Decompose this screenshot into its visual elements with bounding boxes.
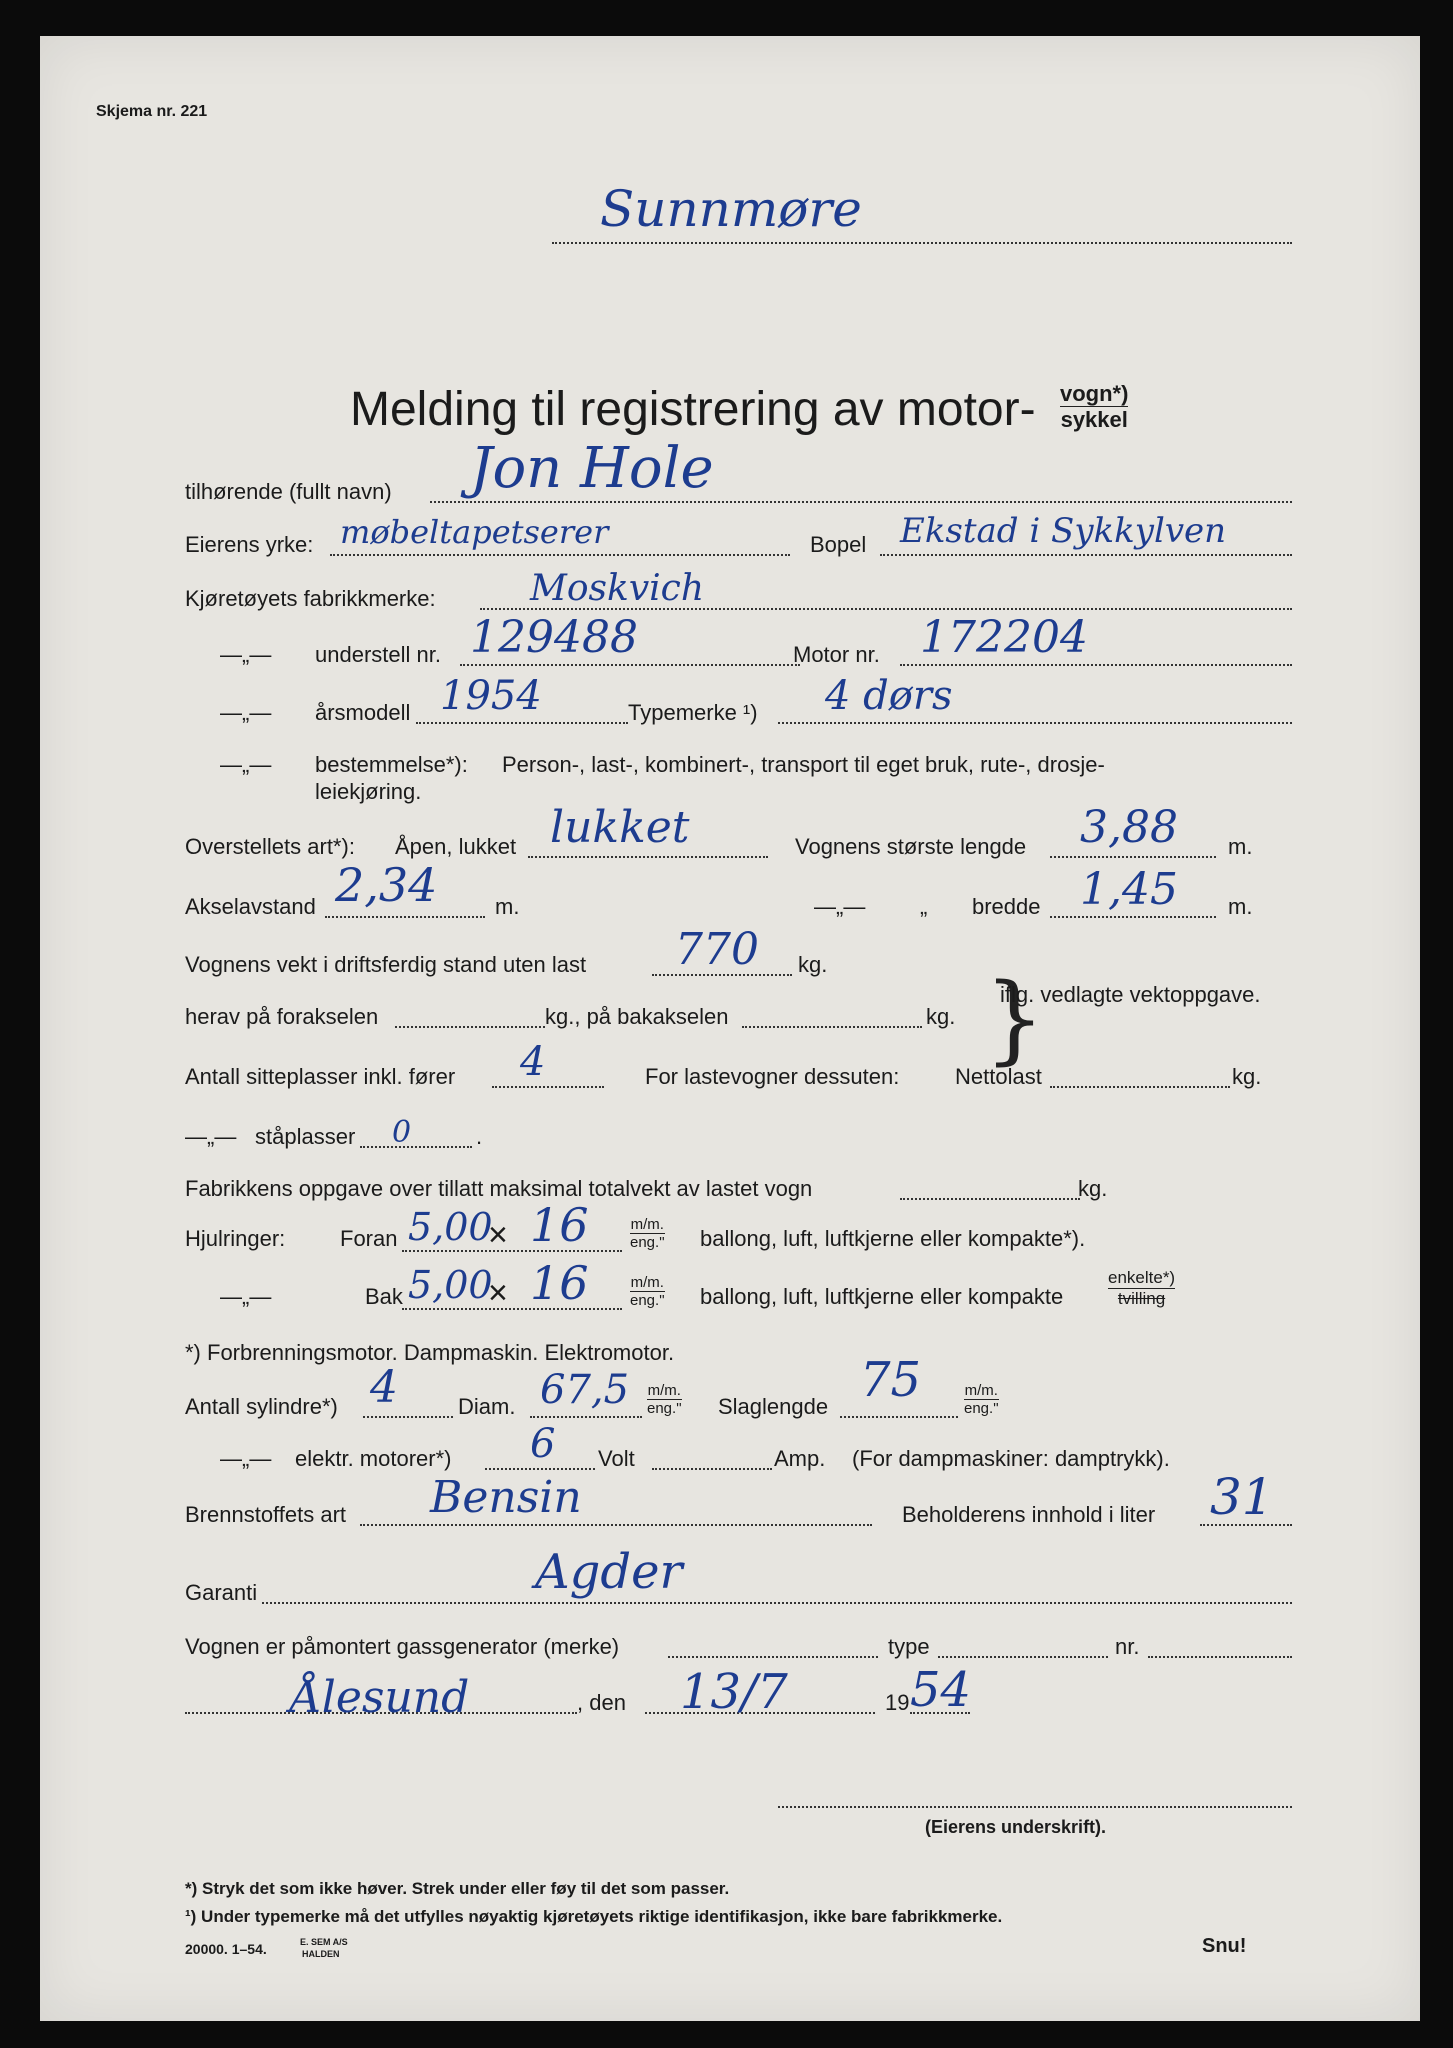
diam-value: 67,5 xyxy=(540,1367,630,1413)
model-year-value: 1954 xyxy=(440,673,542,719)
turn-over: Snu! xyxy=(1202,1935,1247,1957)
electric-label: elektr. motorer*) xyxy=(295,1446,452,1471)
owner-name-value: Jon Hole xyxy=(470,436,714,501)
width-unit: m. xyxy=(1228,894,1253,919)
tire-rear-rim: 16 xyxy=(530,1256,589,1310)
ditto-standing: —„— xyxy=(185,1124,237,1149)
tire-front-line xyxy=(402,1250,622,1252)
max-total-unit: kg. xyxy=(1078,1176,1108,1201)
ditto-purpose: —„— xyxy=(220,752,272,777)
title-fraction xyxy=(1060,381,1128,433)
diam-line xyxy=(530,1416,642,1418)
make-label: Kjøretøyets fabrikkmerke: xyxy=(185,586,436,611)
ditto-electric: —„— xyxy=(220,1446,272,1471)
body-value: lukket xyxy=(550,802,690,853)
date-value: 13/7 xyxy=(680,1664,788,1720)
warranty-value: Agder xyxy=(535,1544,683,1600)
seats-line xyxy=(492,1086,604,1088)
max-total-line xyxy=(900,1198,1080,1200)
model-year-line xyxy=(416,722,628,724)
length-line xyxy=(1050,856,1216,858)
tire-rear-line xyxy=(402,1308,622,1310)
stroke-unit-bottom: eng." xyxy=(964,1400,999,1418)
motor-no-label: Motor nr. xyxy=(793,642,880,667)
standing-label: ståplasser xyxy=(255,1124,356,1149)
volt-label: Volt xyxy=(598,1446,635,1471)
ditto-rear: —„— xyxy=(220,1284,272,1309)
model-year-label: årsmodell xyxy=(315,700,411,725)
tires-rear-label: Bak xyxy=(365,1284,403,1309)
chassis-value: 129488 xyxy=(470,612,638,663)
motor-no-value: 172204 xyxy=(920,612,1088,663)
cylinders-label: Antall sylindre*) xyxy=(185,1394,338,1419)
net-load-line xyxy=(1050,1086,1230,1088)
print-code: 20000. 1–54. xyxy=(185,1941,267,1957)
make-value: Moskvich xyxy=(530,568,705,609)
width-line xyxy=(1050,916,1216,918)
rear-axle-unit: kg. xyxy=(926,1004,956,1029)
front-axle-label: herav på forakselen xyxy=(185,1004,379,1029)
signature-label: (Eierens underskrift). xyxy=(925,1817,1107,1837)
residence-value: Ekstad i Sykkylven xyxy=(900,511,1227,551)
rear-axle-label: kg., på bakakselen xyxy=(545,1004,729,1029)
owner-name-line xyxy=(430,501,1292,503)
tire-front-x: × xyxy=(488,1216,508,1254)
net-load-unit: kg. xyxy=(1232,1064,1262,1089)
seats-value: 4 xyxy=(520,1039,546,1085)
tires-label: Hjulringer: xyxy=(185,1226,286,1251)
tire-rear-x: × xyxy=(488,1274,508,1312)
tank-value: 31 xyxy=(1210,1468,1274,1526)
year-prefix: 19 xyxy=(885,1690,910,1715)
occupation-value: møbeltapetserer xyxy=(340,513,609,551)
warranty-label: Garanti xyxy=(185,1580,258,1605)
cylinders-value: 4 xyxy=(370,1362,398,1413)
electric-value: 6 xyxy=(530,1421,556,1467)
year-value: 54 xyxy=(910,1662,972,1718)
stroke-value: 75 xyxy=(860,1352,922,1408)
tire-front-unit-top: m/m. xyxy=(630,1216,664,1233)
weight-unit: kg. xyxy=(798,952,828,977)
gas-nr-label: nr. xyxy=(1115,1634,1140,1659)
fuel-value: Bensin xyxy=(430,1472,582,1523)
seats-label: Antall sitteplasser inkl. fører xyxy=(185,1064,456,1089)
ditto-width: —„— xyxy=(814,894,866,919)
warranty-line xyxy=(262,1602,1292,1604)
tire-front-units xyxy=(630,1216,665,1252)
signature-line xyxy=(778,1806,1292,1808)
diam-units xyxy=(647,1382,682,1418)
twin-option: tvilling xyxy=(1117,1288,1166,1308)
fuel-line xyxy=(360,1524,872,1526)
title-fraction-top: vogn*) xyxy=(1060,381,1129,406)
ditto-chassis: —„— xyxy=(220,642,272,667)
gas-gen-line xyxy=(668,1656,878,1658)
residence-label: Bopel xyxy=(810,532,867,557)
tire-rear-unit-bottom: eng." xyxy=(630,1292,665,1310)
weight-label: Vognens vekt i driftsferdig stand uten last xyxy=(185,952,587,977)
schema-number: Skjema nr. 221 xyxy=(96,103,208,120)
footnote-2: ¹) Under typemerke må det utfylles nøyaktig kjøretøyets riktige identifikasjon, ikke bare fabrikkmerke. xyxy=(185,1907,1003,1926)
tire-rear-single-twin xyxy=(1108,1268,1175,1308)
length-label: Vognens største lengde xyxy=(795,834,1027,859)
owner-name-label: tilhørende (fullt navn) xyxy=(185,479,392,504)
volt-line xyxy=(652,1468,772,1470)
width-value: 1,45 xyxy=(1080,864,1178,915)
steam-note: (For dampmaskiner: damptrykk). xyxy=(852,1446,1170,1471)
front-axle-line xyxy=(395,1026,545,1028)
occupation-line xyxy=(330,554,790,556)
gas-type-label: type xyxy=(888,1634,930,1659)
net-load-label: Nettolast xyxy=(955,1064,1042,1089)
electric-line xyxy=(485,1468,595,1470)
residence-line xyxy=(880,554,1292,556)
tire-rear-options: ballong, luft, luftkjerne eller kompakte xyxy=(700,1284,1064,1309)
diam-label: Diam. xyxy=(458,1394,516,1419)
police-district-value: Sunnmøre xyxy=(600,180,862,238)
body-line xyxy=(528,856,768,858)
tire-front-unit-bottom: eng." xyxy=(630,1234,665,1252)
weight-note: iflg. vedlagte vektoppgave. xyxy=(1000,982,1261,1007)
purpose-text-1: Person-, last-, kombinert-, transport til eget bruk, rute-, drosje- xyxy=(502,752,1105,777)
purpose-label: bestemmelse*): xyxy=(315,752,468,777)
gas-nr-line xyxy=(1148,1656,1292,1658)
wheelbase-line xyxy=(325,916,485,918)
gas-type-line xyxy=(938,1656,1108,1658)
standing-line xyxy=(360,1146,472,1148)
wheelbase-value: 2,34 xyxy=(335,858,438,912)
length-value: 3,88 xyxy=(1080,802,1178,853)
tire-front-options: ballong, luft, luftkjerne eller kompakte*). xyxy=(700,1226,1086,1251)
addressee-line xyxy=(552,242,1292,244)
occupation-label: Eierens yrke: xyxy=(185,532,314,557)
diam-unit-top: m/m. xyxy=(647,1382,681,1399)
chassis-line xyxy=(460,664,800,666)
diam-unit-bottom: eng." xyxy=(647,1400,682,1418)
stroke-line xyxy=(840,1416,958,1418)
tire-rear-width: 5,00 xyxy=(408,1263,493,1307)
weight-brace: } xyxy=(984,963,1046,1075)
tires-front-label: Foran xyxy=(340,1226,398,1251)
weight-value: 770 xyxy=(675,924,759,975)
single-option: enkelte*) xyxy=(1108,1268,1176,1287)
date-prefix: , den xyxy=(577,1690,626,1715)
type-mark-line xyxy=(778,722,1292,724)
form-title: Melding til registrering av motor- xyxy=(350,383,1036,436)
max-total-label: Fabrikkens oppgave over tillatt maksimal totalvekt av lastet vogn xyxy=(185,1176,813,1201)
printer-line-1: E. SEM A/S xyxy=(300,1937,348,1947)
cylinders-line xyxy=(363,1416,453,1418)
tank-label: Beholderens innhold i liter xyxy=(902,1502,1156,1527)
tire-rear-unit-top: m/m. xyxy=(630,1274,664,1291)
place-value: Ålesund xyxy=(290,1672,470,1723)
chassis-label: understell nr. xyxy=(315,642,441,667)
wheelbase-label: Akselavstand xyxy=(185,894,316,919)
tire-front-width: 5,00 xyxy=(408,1205,493,1249)
wheelbase-unit: m. xyxy=(495,894,520,919)
length-unit: m. xyxy=(1228,834,1253,859)
cargo-note: For lastevogner dessuten: xyxy=(645,1064,900,1089)
stroke-unit-top: m/m. xyxy=(964,1382,998,1399)
type-value: 4 dørs xyxy=(825,673,953,719)
amp-label: Amp. xyxy=(774,1446,826,1471)
ditto-width-2: „ xyxy=(920,894,928,919)
standing-period: . xyxy=(476,1124,483,1149)
body-type-label: Overstellets art*): xyxy=(185,834,355,859)
tire-front-rim: 16 xyxy=(530,1198,589,1252)
form-page xyxy=(40,36,1420,2021)
engine-types: *) Forbrenningsmotor. Dampmaskin. Elektromotor. xyxy=(185,1340,675,1365)
rear-axle-line xyxy=(742,1026,922,1028)
purpose-text-2: leiekjøring. xyxy=(315,779,422,804)
width-label: bredde xyxy=(972,894,1041,919)
footnote-1: *) Stryk det som ikke høver. Strek under eller føy til det som passer. xyxy=(185,1879,730,1898)
fuel-label: Brennstoffets art xyxy=(185,1502,347,1527)
motor-no-line xyxy=(900,664,1292,666)
stroke-units xyxy=(964,1382,999,1418)
ditto-model-year: —„— xyxy=(220,700,272,725)
stroke-label: Slaglengde xyxy=(718,1394,829,1419)
gas-gen-label: Vognen er påmontert gassgenerator (merke) xyxy=(185,1634,620,1659)
standing-value: 0 xyxy=(392,1115,412,1150)
type-mark-label: Typemerke ¹) xyxy=(628,700,758,725)
body-options: Åpen, lukket xyxy=(395,834,517,859)
title-fraction-bottom: sykkel xyxy=(1060,407,1128,433)
printer-line-2: HALDEN xyxy=(302,1949,340,1959)
tire-rear-units xyxy=(630,1274,665,1310)
